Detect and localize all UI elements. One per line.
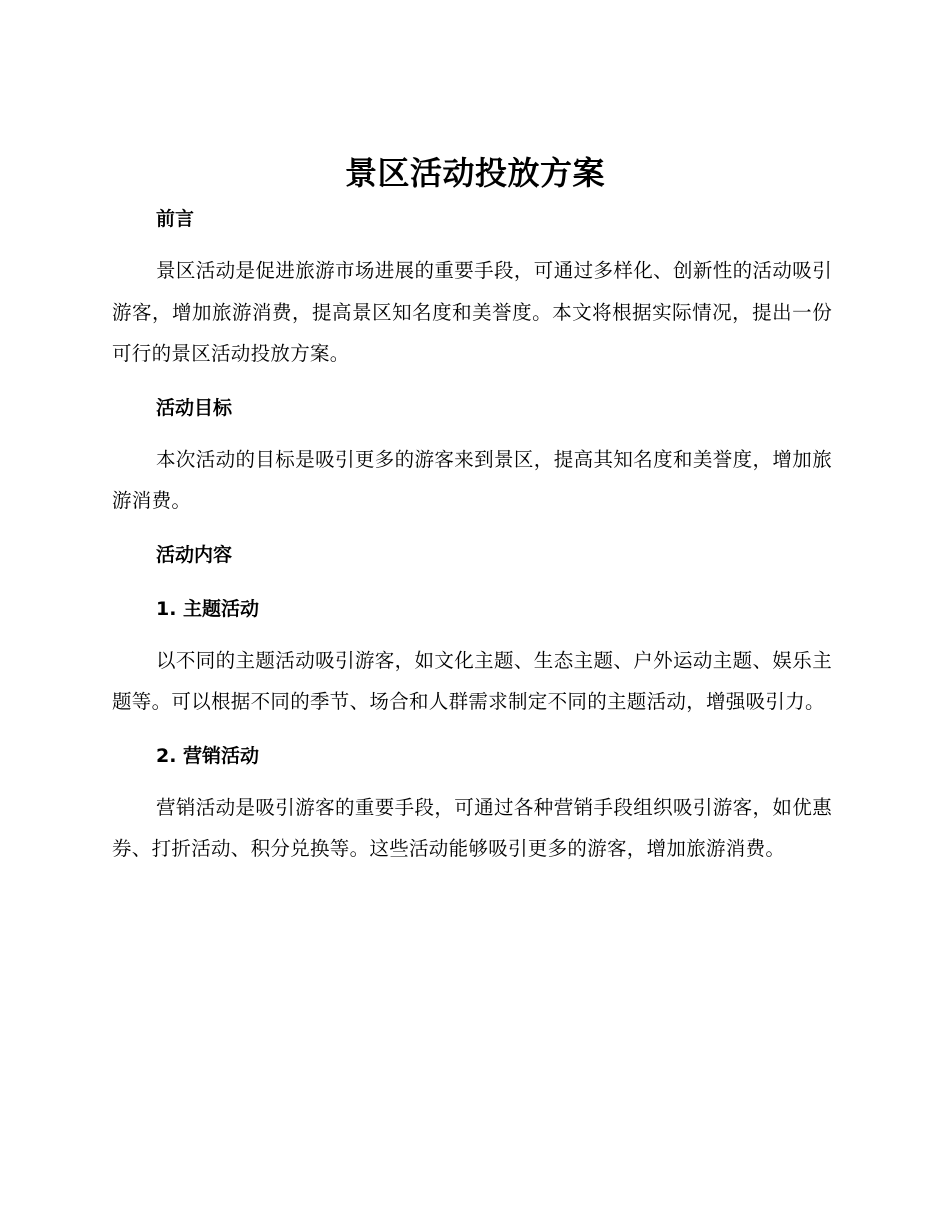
section-heading-content: 活动内容: [156, 543, 233, 566]
section-heading-goal: 活动目标: [156, 396, 233, 419]
section-paragraph-theme-activity: 以不同的主题活动吸引游客，如文化主题、生态主题、户外运动主题、娱乐主题等。可以根据不同的季节、场合和人群需求制定不同的主题活动，增强吸引力。: [112, 648, 832, 713]
document-title: 景区活动投放方案: [344, 154, 605, 192]
section-heading-marketing-activity: 2. 营销活动: [156, 744, 260, 767]
section-heading-theme-activity: 1. 主题活动: [156, 597, 260, 620]
section-paragraph-goal: 本次活动的目标是吸引更多的游客来到景区，提高其知名度和美誉度，增加旅游消费。: [112, 447, 832, 512]
section-paragraph-preface: 景区活动是促进旅游市场进展的重要手段，可通过多样化、创新性的活动吸引游客，增加旅游消费，提高景区知名度和美誉度。本文将根据实际情况，提出一份可行的景区活动投放方案。: [112, 259, 832, 365]
document-body: [112, 198, 832, 870]
section-heading-preface: 前言: [156, 208, 195, 230]
section-paragraph-marketing-activity: 营销活动是吸引游客的重要手段，可通过各种营销手段组织吸引游客，如优惠券、打折活动、积分兑换等。这些活动能够吸引更多的游客，增加旅游消费。: [112, 795, 832, 860]
